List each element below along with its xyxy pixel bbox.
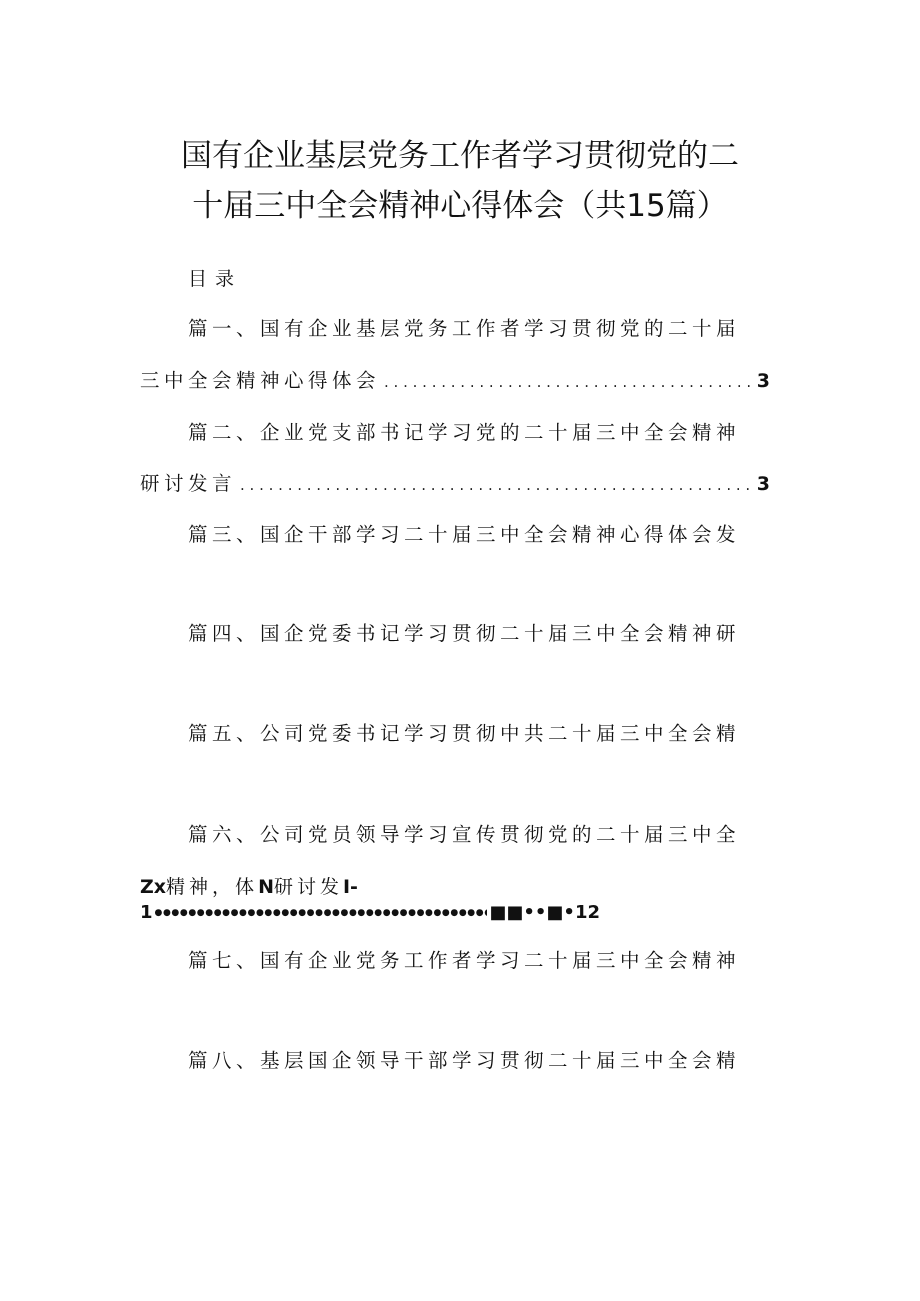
document-title-line-2: 十届三中全会精神心得体会（共15篇）	[192, 188, 728, 224]
toc-entry-6-page: ■■••■•12	[489, 902, 600, 923]
toc-entry-2-title-end: 研讨发言	[140, 472, 237, 495]
toc-leader-dots	[384, 369, 753, 395]
toc-entry-6-line-2	[140, 872, 358, 899]
toc-leader-bullets	[155, 908, 488, 918]
toc-entry-1-page: 3	[756, 370, 770, 392]
toc-entry-6-line-3	[140, 902, 600, 923]
toc-heading: 目录	[188, 268, 243, 290]
toc-entry-6-line-3-start: 1	[140, 902, 153, 923]
toc-leader-dots	[240, 472, 753, 498]
document-title-line-1: 国有企业基层党务工作者学习贯彻党的二	[181, 138, 739, 174]
toc-entry-1-line-1: 篇一、国有企业基层党务工作者学习贯彻党的二十届	[188, 317, 741, 340]
toc-entry-1-line-2	[140, 368, 770, 395]
toc-entry-2-page: 3	[756, 473, 770, 495]
toc-entry-3: 篇三、国企干部学习二十届三中全会精神心得体会发	[188, 523, 741, 546]
toc-entry-6-text: 精神，体	[166, 876, 259, 898]
toc-entry-6-suffix: I-	[342, 876, 358, 898]
toc-entry-5: 篇五、公司党委书记学习贯彻中共二十届三中全会精	[188, 722, 741, 745]
toc-entry-2-line-1: 篇二、企业党支部书记学习党的二十届三中全会精神	[188, 421, 741, 444]
toc-entry-1-title-end: 三中全会精神心得体会	[140, 369, 381, 392]
toc-entry-7: 篇七、国有企业党务工作者学习二十届三中全会精神	[188, 949, 741, 972]
toc-entry-6-text-2: 研讨发	[273, 876, 343, 898]
toc-entry-6-line-1: 篇六、公司党员领导学习宣传贯彻党的二十届三中全	[188, 823, 741, 846]
toc-entry-6-prefix: Zx	[140, 876, 167, 898]
toc-entry-4: 篇四、国企党委书记学习贯彻二十届三中全会精神研	[188, 622, 741, 645]
toc-entry-6-mid: N	[258, 876, 274, 898]
toc-entry-2-line-2	[140, 471, 770, 498]
toc-entry-8: 篇八、基层国企领导干部学习贯彻二十届三中全会精	[188, 1049, 741, 1072]
